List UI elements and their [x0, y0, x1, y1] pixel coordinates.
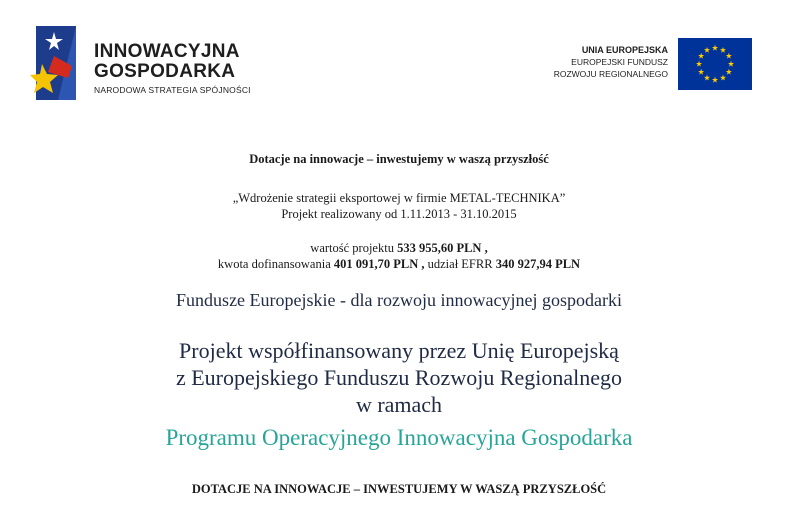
programme-line: Programu Operacyjnego Innowacyjna Gospodarka [165, 425, 633, 450]
eu-logo-line3: ROZWOJU REGIONALNEGO [553, 69, 668, 79]
cofinanced-line3: w ramach [355, 392, 443, 417]
logo-line-gospodarka: GOSPODARKA [94, 61, 236, 82]
cofinancing-line [0, 256, 798, 272]
logo-line-strategia: NARODOWA STRATEGIA SPÓJNOŚCI [94, 85, 251, 95]
eu-flag-icon [678, 38, 752, 90]
value-amount: 533 955,60 PLN , [397, 241, 488, 255]
cofinancing-amount: 401 091,70 PLN , [333, 257, 425, 271]
cofinancing-label: kwota dofinansowania [217, 257, 334, 271]
funds-line: Fundusze Europejskie - dla rozwoju innowacyjnej gospodarki [176, 290, 622, 310]
innowacyjna-gospodarka-emblem-icon [28, 26, 80, 100]
project-financing [0, 240, 798, 272]
eu-logo-line2: EUROPEJSKI FUNDUSZ [571, 57, 668, 67]
slogan-title: Dotacje na innowacje – inwestujemy w waszą przyszłość [249, 152, 549, 166]
cofinanced-line1: Projekt współfinansowany przez Unię Europejską [179, 338, 619, 363]
efrr-amount: 340 927,94 PLN [495, 257, 581, 271]
cofinanced-statement [0, 337, 798, 418]
innowacyjna-gospodarka-logo [28, 26, 268, 102]
cofinanced-line2: z Europejskiego Funduszu Rozwoju Regionalnego [175, 365, 623, 390]
project-info [0, 190, 798, 222]
efrr-label: udział EFRR [424, 257, 496, 271]
footer-slogan: DOTACJE NA INNOWACJE – INWESTUJEMY W WASZĄ PRZYSZŁOŚĆ [191, 482, 607, 496]
logo-line-innowacyjna: INNOWACYJNA [94, 41, 240, 62]
project-name: „Wdrożenie strategii eksportowej w firmie METAL-TECHNIKA” [232, 191, 566, 205]
project-period: Projekt realizowany od 1.11.2013 - 31.10.2015 [281, 207, 517, 221]
project-value-line [0, 240, 798, 256]
value-label: wartość projektu [310, 241, 398, 255]
eu-logo-line1: UNIA EUROPEJSKA [581, 45, 668, 55]
